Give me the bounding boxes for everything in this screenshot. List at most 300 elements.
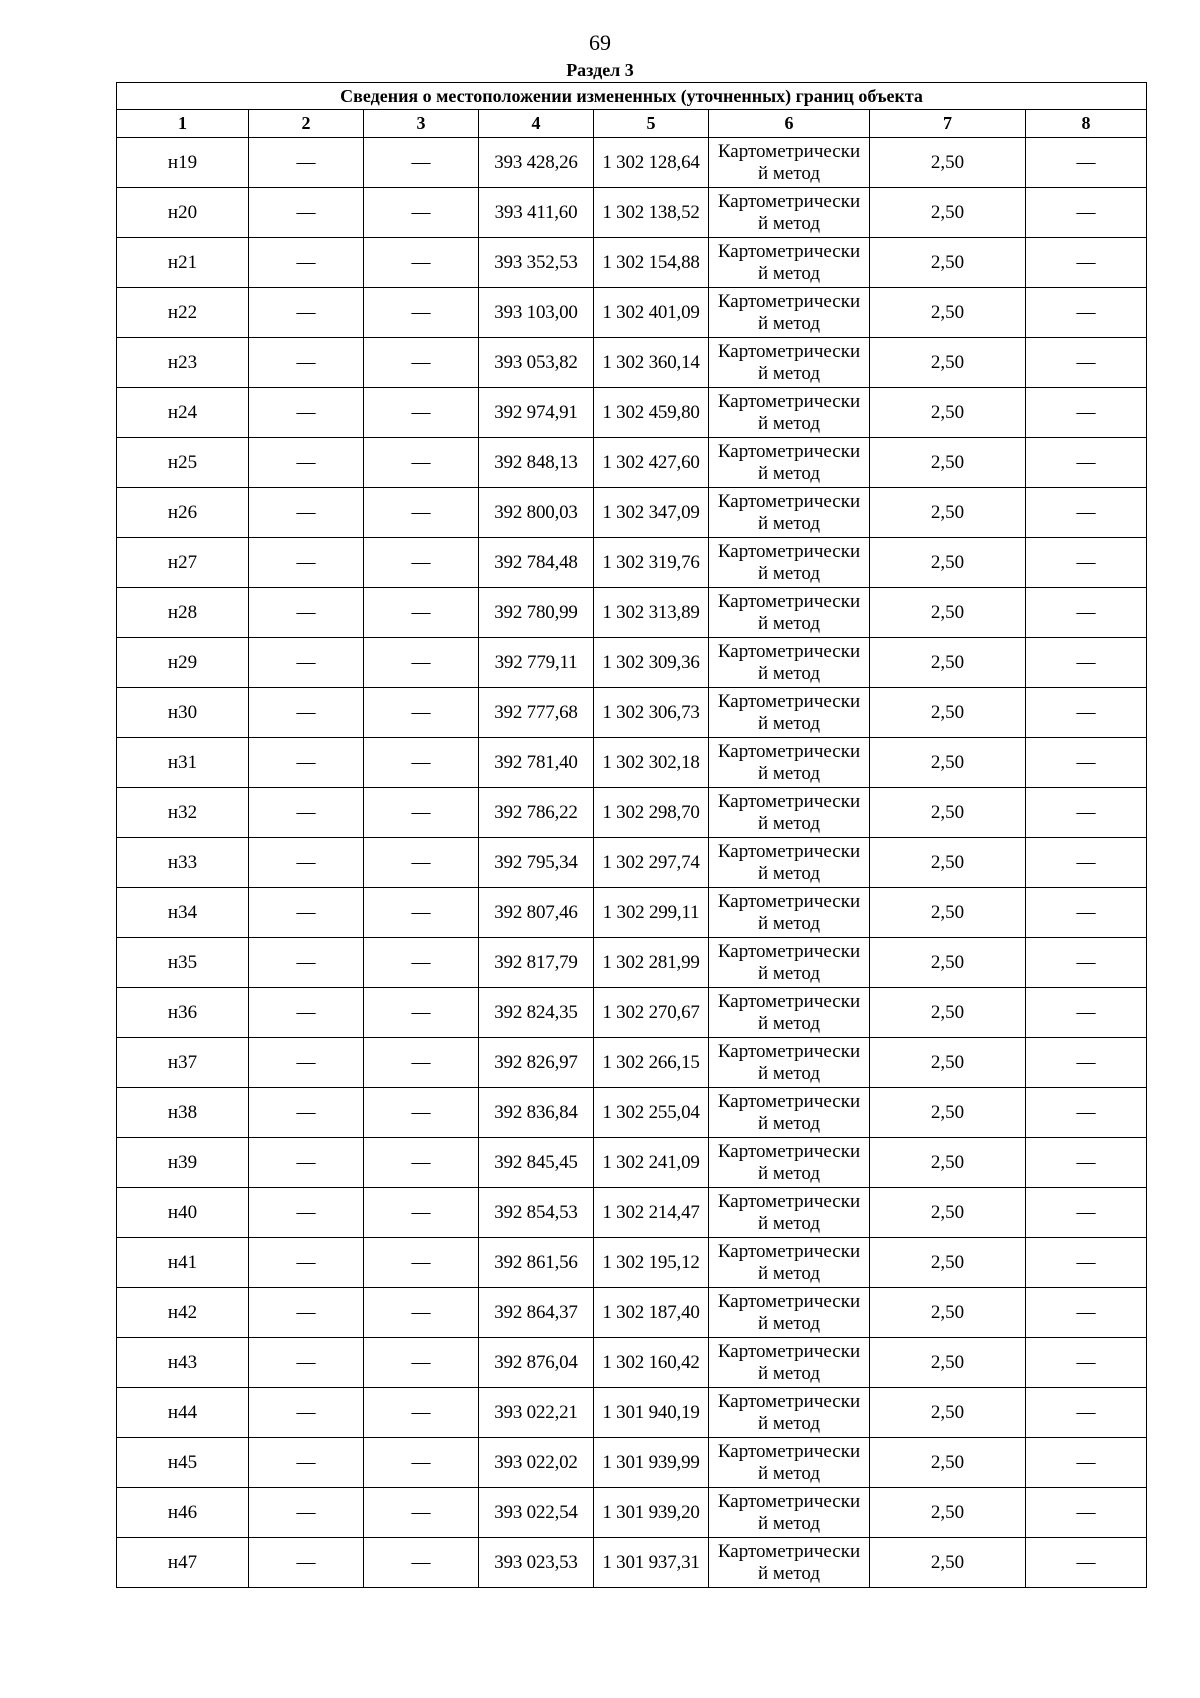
cell-new-x: 392 807,46	[479, 888, 594, 938]
method-line: Картометрически	[717, 440, 861, 462]
cell-old-x: —	[249, 1088, 364, 1138]
cell-new-x: 392 836,84	[479, 1088, 594, 1138]
cell-accuracy: 2,50	[870, 138, 1026, 188]
cell-description: —	[1026, 1438, 1147, 1488]
cell-old-y: —	[364, 1388, 479, 1438]
cell-description: —	[1026, 888, 1147, 938]
cell-new-x: 392 780,99	[479, 588, 594, 638]
method-line: й метод	[757, 1462, 821, 1484]
method-line: Картометрически	[717, 390, 861, 412]
cell-method	[709, 838, 870, 888]
cell-point-label: н28	[117, 588, 249, 638]
cell-description: —	[1026, 1238, 1147, 1288]
cell-method	[709, 238, 870, 288]
cell-accuracy: 2,50	[870, 1388, 1026, 1438]
cell-old-x: —	[249, 738, 364, 788]
cell-description: —	[1026, 438, 1147, 488]
cell-description: —	[1026, 1388, 1147, 1438]
cell-old-x: —	[249, 1388, 364, 1438]
cell-accuracy: 2,50	[870, 1188, 1026, 1238]
cell-old-y: —	[364, 1138, 479, 1188]
method-line: й метод	[757, 512, 821, 534]
cell-description: —	[1026, 1488, 1147, 1538]
cell-point-label: н47	[117, 1538, 249, 1588]
column-header: 5	[594, 110, 709, 138]
cell-accuracy: 2,50	[870, 838, 1026, 888]
method-line: й метод	[757, 262, 821, 284]
column-header: 4	[479, 110, 594, 138]
cell-description: —	[1026, 338, 1147, 388]
cell-old-y: —	[364, 538, 479, 588]
cell-point-label: н36	[117, 988, 249, 1038]
table-row	[117, 1488, 1147, 1538]
section-title: Раздел 3	[566, 60, 634, 80]
cell-new-x: 392 826,97	[479, 1038, 594, 1088]
cell-accuracy: 2,50	[870, 388, 1026, 438]
cell-accuracy: 2,50	[870, 738, 1026, 788]
cell-method	[709, 138, 870, 188]
cell-new-y: 1 302 270,67	[594, 988, 709, 1038]
cell-old-y: —	[364, 588, 479, 638]
method-line: й метод	[757, 862, 821, 884]
table-row	[117, 538, 1147, 588]
cell-point-label: н30	[117, 688, 249, 738]
cell-old-x: —	[249, 888, 364, 938]
cell-new-y: 1 302 309,36	[594, 638, 709, 688]
cell-accuracy: 2,50	[870, 1088, 1026, 1138]
cell-accuracy: 2,50	[870, 1038, 1026, 1088]
method-line: Картометрически	[717, 540, 861, 562]
cell-new-x: 392 779,11	[479, 638, 594, 688]
cell-new-y: 1 302 297,74	[594, 838, 709, 888]
cell-new-x: 393 022,02	[479, 1438, 594, 1488]
cell-old-y: —	[364, 338, 479, 388]
cell-accuracy: 2,50	[870, 1288, 1026, 1338]
method-line: й метод	[757, 562, 821, 584]
table-row	[117, 138, 1147, 188]
cell-method	[709, 988, 870, 1038]
table-row	[117, 838, 1147, 888]
table-row	[117, 288, 1147, 338]
cell-description: —	[1026, 488, 1147, 538]
cell-new-y: 1 302 298,70	[594, 788, 709, 838]
cell-point-label: н20	[117, 188, 249, 238]
cell-method	[709, 388, 870, 438]
cell-old-x: —	[249, 538, 364, 588]
column-header-row	[117, 110, 1147, 138]
method-line: й метод	[757, 412, 821, 434]
cell-point-label: н43	[117, 1338, 249, 1388]
cell-accuracy: 2,50	[870, 1438, 1026, 1488]
cell-old-x: —	[249, 1288, 364, 1338]
cell-method	[709, 1038, 870, 1088]
cell-description: —	[1026, 1038, 1147, 1088]
cell-new-x: 393 023,53	[479, 1538, 594, 1588]
cell-point-label: н39	[117, 1138, 249, 1188]
cell-method	[709, 938, 870, 988]
cell-point-label: н27	[117, 538, 249, 588]
method-line: й метод	[757, 1062, 821, 1084]
cell-new-y: 1 302 160,42	[594, 1338, 709, 1388]
table-row	[117, 1438, 1147, 1488]
cell-new-x: 392 824,35	[479, 988, 594, 1038]
cell-old-x: —	[249, 638, 364, 688]
cell-old-x: —	[249, 988, 364, 1038]
cell-method	[709, 588, 870, 638]
cell-old-y: —	[364, 838, 479, 888]
cell-method	[709, 1088, 870, 1138]
cell-accuracy: 2,50	[870, 938, 1026, 988]
cell-old-y: —	[364, 288, 479, 338]
cell-method	[709, 738, 870, 788]
cell-point-label: н21	[117, 238, 249, 288]
cell-method	[709, 788, 870, 838]
cell-accuracy: 2,50	[870, 888, 1026, 938]
cell-old-x: —	[249, 388, 364, 438]
method-line: Картометрически	[717, 640, 861, 662]
cell-description: —	[1026, 838, 1147, 888]
cell-old-x: —	[249, 338, 364, 388]
cell-accuracy: 2,50	[870, 788, 1026, 838]
cell-new-y: 1 302 128,64	[594, 138, 709, 188]
table-row	[117, 1288, 1147, 1338]
method-line: й метод	[757, 312, 821, 334]
cell-description: —	[1026, 1088, 1147, 1138]
cell-old-x: —	[249, 1438, 364, 1488]
cell-point-label: н26	[117, 488, 249, 538]
page-number: 69	[589, 30, 611, 55]
method-line: й метод	[757, 1312, 821, 1334]
cell-new-y: 1 302 302,18	[594, 738, 709, 788]
method-line: й метод	[757, 662, 821, 684]
cell-new-x: 392 777,68	[479, 688, 594, 738]
method-line: Картометрически	[717, 1290, 861, 1312]
cell-new-x: 392 781,40	[479, 738, 594, 788]
cell-method	[709, 338, 870, 388]
cell-description: —	[1026, 938, 1147, 988]
cell-point-label: н42	[117, 1288, 249, 1338]
method-line: Картометрически	[717, 1340, 861, 1362]
method-line: Картометрически	[717, 1140, 861, 1162]
cell-point-label: н19	[117, 138, 249, 188]
table-row	[117, 738, 1147, 788]
method-line: Картометрически	[717, 140, 861, 162]
cell-old-x: —	[249, 288, 364, 338]
table-row	[117, 1138, 1147, 1188]
cell-old-y: —	[364, 738, 479, 788]
table-row	[117, 1188, 1147, 1238]
table-row	[117, 688, 1147, 738]
cell-method	[709, 1338, 870, 1388]
cell-description: —	[1026, 188, 1147, 238]
method-line: й метод	[757, 1562, 821, 1584]
cell-point-label: н31	[117, 738, 249, 788]
cell-method	[709, 1238, 870, 1288]
method-line: Картометрически	[717, 240, 861, 262]
method-line: Картометрически	[717, 590, 861, 612]
method-line: Картометрически	[717, 1040, 861, 1062]
cell-old-y: —	[364, 1238, 479, 1288]
method-line: й метод	[757, 212, 821, 234]
cell-new-y: 1 302 347,09	[594, 488, 709, 538]
cell-point-label: н33	[117, 838, 249, 888]
cell-new-x: 392 848,13	[479, 438, 594, 488]
cell-old-y: —	[364, 1338, 479, 1388]
cell-point-label: н34	[117, 888, 249, 938]
method-line: Картометрически	[717, 690, 861, 712]
method-line: й метод	[757, 162, 821, 184]
cell-old-x: —	[249, 1038, 364, 1088]
cell-new-y: 1 302 255,04	[594, 1088, 709, 1138]
method-line: й метод	[757, 1512, 821, 1534]
cell-new-y: 1 302 138,52	[594, 188, 709, 238]
table-row	[117, 1088, 1147, 1138]
method-line: й метод	[757, 912, 821, 934]
method-line: Картометрически	[717, 990, 861, 1012]
cell-new-y: 1 301 939,20	[594, 1488, 709, 1538]
cell-description: —	[1026, 1138, 1147, 1188]
table-row	[117, 388, 1147, 438]
cell-point-label: н23	[117, 338, 249, 388]
cell-description: —	[1026, 138, 1147, 188]
cell-old-x: —	[249, 938, 364, 988]
column-header: 8	[1026, 110, 1147, 138]
cell-new-x: 392 861,56	[479, 1238, 594, 1288]
method-line: й метод	[757, 1262, 821, 1284]
method-line: Картометрически	[717, 890, 861, 912]
method-line: Картометрически	[717, 940, 861, 962]
cell-point-label: н44	[117, 1388, 249, 1438]
cell-method	[709, 438, 870, 488]
cell-description: —	[1026, 738, 1147, 788]
cell-old-x: —	[249, 588, 364, 638]
boundary-coordinates-table	[116, 82, 1147, 1588]
column-header: 6	[709, 110, 870, 138]
cell-description: —	[1026, 988, 1147, 1038]
cell-old-y: —	[364, 638, 479, 688]
cell-new-x: 392 845,45	[479, 1138, 594, 1188]
cell-description: —	[1026, 638, 1147, 688]
cell-description: —	[1026, 1288, 1147, 1338]
method-line: й метод	[757, 962, 821, 984]
method-line: Картометрически	[717, 1190, 861, 1212]
cell-description: —	[1026, 588, 1147, 638]
method-line: й метод	[757, 1212, 821, 1234]
cell-new-y: 1 302 299,11	[594, 888, 709, 938]
cell-old-x: —	[249, 1538, 364, 1588]
cell-method	[709, 1188, 870, 1238]
cell-old-x: —	[249, 838, 364, 888]
cell-method	[709, 1288, 870, 1338]
cell-description: —	[1026, 288, 1147, 338]
cell-point-label: н32	[117, 788, 249, 838]
cell-accuracy: 2,50	[870, 1488, 1026, 1538]
method-line: Картометрически	[717, 1390, 861, 1412]
cell-accuracy: 2,50	[870, 1138, 1026, 1188]
cell-new-y: 1 302 427,60	[594, 438, 709, 488]
cell-point-label: н22	[117, 288, 249, 338]
cell-old-x: —	[249, 1138, 364, 1188]
cell-new-x: 393 428,26	[479, 138, 594, 188]
cell-accuracy: 2,50	[870, 588, 1026, 638]
cell-accuracy: 2,50	[870, 1238, 1026, 1288]
cell-old-y: —	[364, 188, 479, 238]
cell-old-y: —	[364, 1038, 479, 1088]
cell-method	[709, 688, 870, 738]
cell-new-x: 392 854,53	[479, 1188, 594, 1238]
method-line: й метод	[757, 762, 821, 784]
cell-old-x: —	[249, 688, 364, 738]
cell-point-label: н45	[117, 1438, 249, 1488]
method-line: й метод	[757, 362, 821, 384]
table-row	[117, 1388, 1147, 1438]
cell-accuracy: 2,50	[870, 438, 1026, 488]
cell-point-label: н41	[117, 1238, 249, 1288]
cell-old-x: —	[249, 1338, 364, 1388]
table-row	[117, 238, 1147, 288]
method-line: й метод	[757, 612, 821, 634]
column-header: 7	[870, 110, 1026, 138]
cell-new-y: 1 302 266,15	[594, 1038, 709, 1088]
cell-old-y: —	[364, 1488, 479, 1538]
cell-new-y: 1 302 459,80	[594, 388, 709, 438]
cell-old-y: —	[364, 138, 479, 188]
cell-old-y: —	[364, 388, 479, 438]
cell-accuracy: 2,50	[870, 688, 1026, 738]
cell-new-x: 392 876,04	[479, 1338, 594, 1388]
cell-point-label: н38	[117, 1088, 249, 1138]
cell-old-y: —	[364, 1538, 479, 1588]
cell-accuracy: 2,50	[870, 188, 1026, 238]
method-line: й метод	[757, 812, 821, 834]
cell-accuracy: 2,50	[870, 538, 1026, 588]
cell-new-y: 1 302 214,47	[594, 1188, 709, 1238]
cell-old-y: —	[364, 1288, 479, 1338]
cell-method	[709, 1388, 870, 1438]
cell-new-y: 1 302 241,09	[594, 1138, 709, 1188]
cell-old-y: —	[364, 688, 479, 738]
cell-new-x: 392 974,91	[479, 388, 594, 438]
table-row	[117, 1038, 1147, 1088]
cell-point-label: н37	[117, 1038, 249, 1088]
cell-method	[709, 538, 870, 588]
method-line: Картометрически	[717, 490, 861, 512]
cell-method	[709, 638, 870, 688]
cell-description: —	[1026, 538, 1147, 588]
cell-method	[709, 1538, 870, 1588]
method-line: й метод	[757, 1112, 821, 1134]
cell-new-x: 392 786,22	[479, 788, 594, 838]
cell-accuracy: 2,50	[870, 1538, 1026, 1588]
method-line: Картометрически	[717, 1540, 861, 1562]
cell-old-x: —	[249, 188, 364, 238]
cell-point-label: н40	[117, 1188, 249, 1238]
cell-accuracy: 2,50	[870, 1338, 1026, 1388]
cell-old-y: —	[364, 888, 479, 938]
cell-new-x: 393 352,53	[479, 238, 594, 288]
cell-accuracy: 2,50	[870, 488, 1026, 538]
cell-new-x: 393 411,60	[479, 188, 594, 238]
cell-new-y: 1 302 281,99	[594, 938, 709, 988]
cell-description: —	[1026, 688, 1147, 738]
cell-old-y: —	[364, 1438, 479, 1488]
cell-new-y: 1 302 313,89	[594, 588, 709, 638]
cell-old-y: —	[364, 238, 479, 288]
cell-new-y: 1 302 154,88	[594, 238, 709, 288]
cell-description: —	[1026, 1188, 1147, 1238]
method-line: Картометрически	[717, 1090, 861, 1112]
column-header: 3	[364, 110, 479, 138]
cell-new-x: 392 817,79	[479, 938, 594, 988]
cell-new-x: 393 022,21	[479, 1388, 594, 1438]
method-line: Картометрически	[717, 190, 861, 212]
cell-new-x: 392 784,48	[479, 538, 594, 588]
method-line: Картометрически	[717, 840, 861, 862]
table-row	[117, 988, 1147, 1038]
cell-new-x: 392 795,34	[479, 838, 594, 888]
cell-accuracy: 2,50	[870, 988, 1026, 1038]
table-row	[117, 938, 1147, 988]
cell-method	[709, 1488, 870, 1538]
cell-old-y: —	[364, 788, 479, 838]
cell-description: —	[1026, 1338, 1147, 1388]
cell-old-y: —	[364, 1188, 479, 1238]
method-line: Картометрически	[717, 790, 861, 812]
table-row	[117, 1338, 1147, 1388]
cell-old-x: —	[249, 788, 364, 838]
cell-new-y: 1 302 306,73	[594, 688, 709, 738]
cell-old-x: —	[249, 438, 364, 488]
cell-old-x: —	[249, 138, 364, 188]
table-row	[117, 438, 1147, 488]
method-line: Картометрически	[717, 740, 861, 762]
cell-old-x: —	[249, 488, 364, 538]
cell-method	[709, 888, 870, 938]
table-row	[117, 1538, 1147, 1588]
method-line: й метод	[757, 462, 821, 484]
cell-method	[709, 1138, 870, 1188]
method-line: Картометрически	[717, 340, 861, 362]
cell-new-x: 393 053,82	[479, 338, 594, 388]
cell-new-y: 1 301 939,99	[594, 1438, 709, 1488]
cell-accuracy: 2,50	[870, 238, 1026, 288]
cell-point-label: н35	[117, 938, 249, 988]
column-header: 2	[249, 110, 364, 138]
table-body	[117, 138, 1147, 1588]
method-line: й метод	[757, 1162, 821, 1184]
cell-new-y: 1 301 937,31	[594, 1538, 709, 1588]
column-header: 1	[117, 110, 249, 138]
cell-point-label: н46	[117, 1488, 249, 1538]
cell-new-y: 1 302 195,12	[594, 1238, 709, 1288]
cell-new-y: 1 301 940,19	[594, 1388, 709, 1438]
cell-old-x: —	[249, 238, 364, 288]
table-row	[117, 488, 1147, 538]
cell-description: —	[1026, 1538, 1147, 1588]
method-line: Картометрически	[717, 1240, 861, 1262]
cell-new-y: 1 302 401,09	[594, 288, 709, 338]
cell-old-x: —	[249, 1238, 364, 1288]
method-line: й метод	[757, 1012, 821, 1034]
cell-point-label: н29	[117, 638, 249, 688]
table-caption: Сведения о местоположении измененных (уточненных) границ объекта	[117, 83, 1147, 110]
cell-accuracy: 2,50	[870, 338, 1026, 388]
cell-point-label: н24	[117, 388, 249, 438]
cell-method	[709, 288, 870, 338]
table-row	[117, 888, 1147, 938]
cell-new-x: 393 103,00	[479, 288, 594, 338]
cell-old-x: —	[249, 1188, 364, 1238]
